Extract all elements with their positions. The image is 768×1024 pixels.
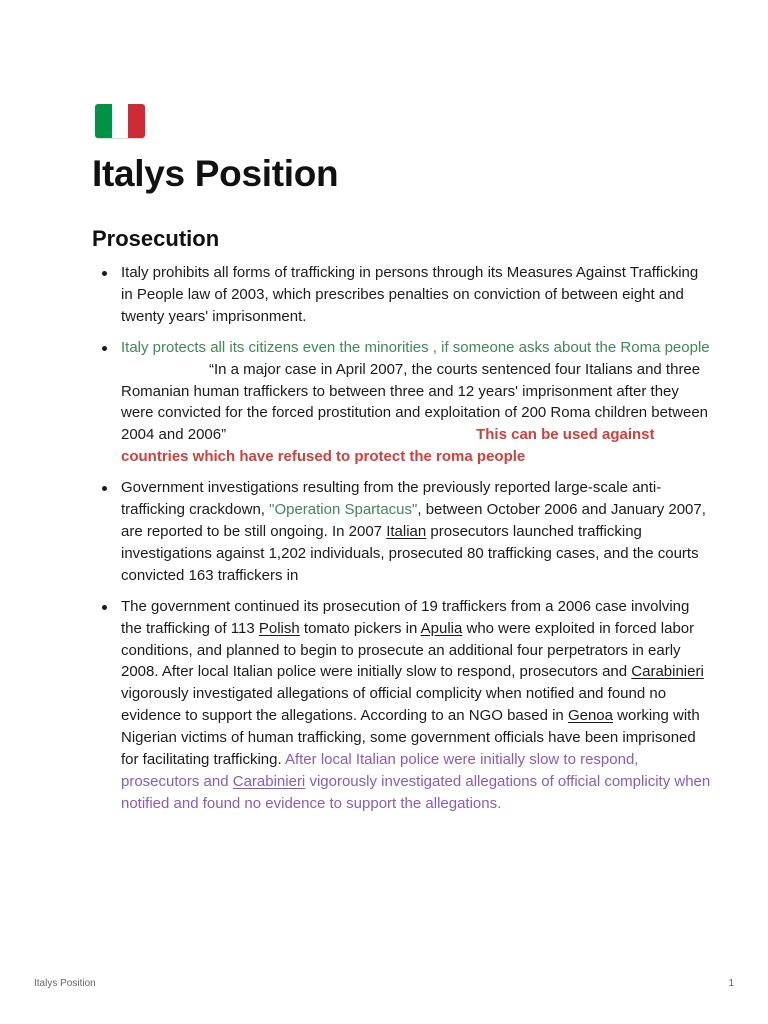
item-3-text-b: , between October 2006 and January 2007, are reported to be still ongoing. In 2007: [121, 501, 706, 540]
list-item: [121, 337, 711, 468]
flag-stripe-red: [128, 104, 145, 138]
item-4-text-b: tomato pickers in: [299, 619, 421, 637]
link-carabinieri-highlight[interactable]: Carabinieri: [232, 772, 306, 790]
flag-stripe-green: [95, 104, 112, 138]
item-4-text-e: working with Nigerian victims of human trafficking, some government officials have been imprisoned for facilitating trafficking.: [121, 707, 700, 769]
item-3-text-a: Government investigations resulting from the previously reported large-scale anti-trafficking crackdown,: [121, 479, 662, 519]
flag-stripe-white: [112, 104, 129, 138]
link-carabinieri[interactable]: Carabinieri: [631, 663, 704, 681]
prosecution-list: [92, 262, 711, 824]
section-heading-prosecution: Prosecution: [92, 226, 220, 251]
list-item: [121, 596, 711, 815]
item-4-text-c: who were exploited in forced labor conditions, and planned to begin to prosecute an additional four perpetrators in early 2008. After local Italian police were initially slow to respond, prosecutors and: [121, 619, 695, 681]
item-4-purple-note-a: After local Italian police were initially slow to respond, prosecutors and: [121, 751, 639, 790]
item-2-green-note: Italy protects all its citizens even the minorities , if someone asks about the Roma people: [121, 338, 710, 356]
page-title: Italys Position: [92, 153, 339, 194]
item-4-text-a: The government continued its prosecution of 19 traffickers from a 2006 case involving the trafficking of 113: [121, 597, 690, 637]
item-4-text-d: vigorously investigated allegations of official complicity when notified and found no evidence to support the allegations. According to an NGO based in: [121, 685, 667, 725]
item-1-text: Italy prohibits all forms of trafficking in persons through its Measures Against Trafficking in People law of 2003, which prescribes penalties on conviction of between eight and twenty years' imprisonment.: [121, 264, 699, 325]
footer-document-title: Italys Position: [34, 978, 96, 989]
list-item: [121, 477, 711, 587]
item-2-red-note: This can be used against countries which have refused to protect the roma people: [121, 426, 655, 466]
link-apulia[interactable]: Apulia: [420, 619, 463, 637]
item-4-purple-note-b: vigorously investigated allegations of official complicity when notified and found no evidence to support the allegations.: [121, 772, 711, 812]
link-italian[interactable]: Italian: [386, 522, 427, 540]
item-2-quote: “In a major case in April 2007, the courts sentenced four Italians and three Romanian human traffickers to between three and 12 years' imprisonment after they were convicted for the forced prostitution and exploitation of 200 Roma children between 2004 and 2006”: [121, 360, 709, 444]
italy-flag-icon: [95, 104, 145, 138]
link-genoa[interactable]: Genoa: [567, 707, 613, 725]
link-polish[interactable]: Polish: [258, 619, 300, 637]
list-item: [121, 262, 711, 328]
footer-page-number: 1: [728, 978, 734, 989]
operation-spartacus-quote: "Operation Spartacus": [269, 501, 418, 519]
item-3-text-c: prosecutors launched trafficking investigations against 1,202 individuals, prosecuted 80 trafficking cases, and the courts convicted 163 traffickers in: [121, 522, 699, 584]
